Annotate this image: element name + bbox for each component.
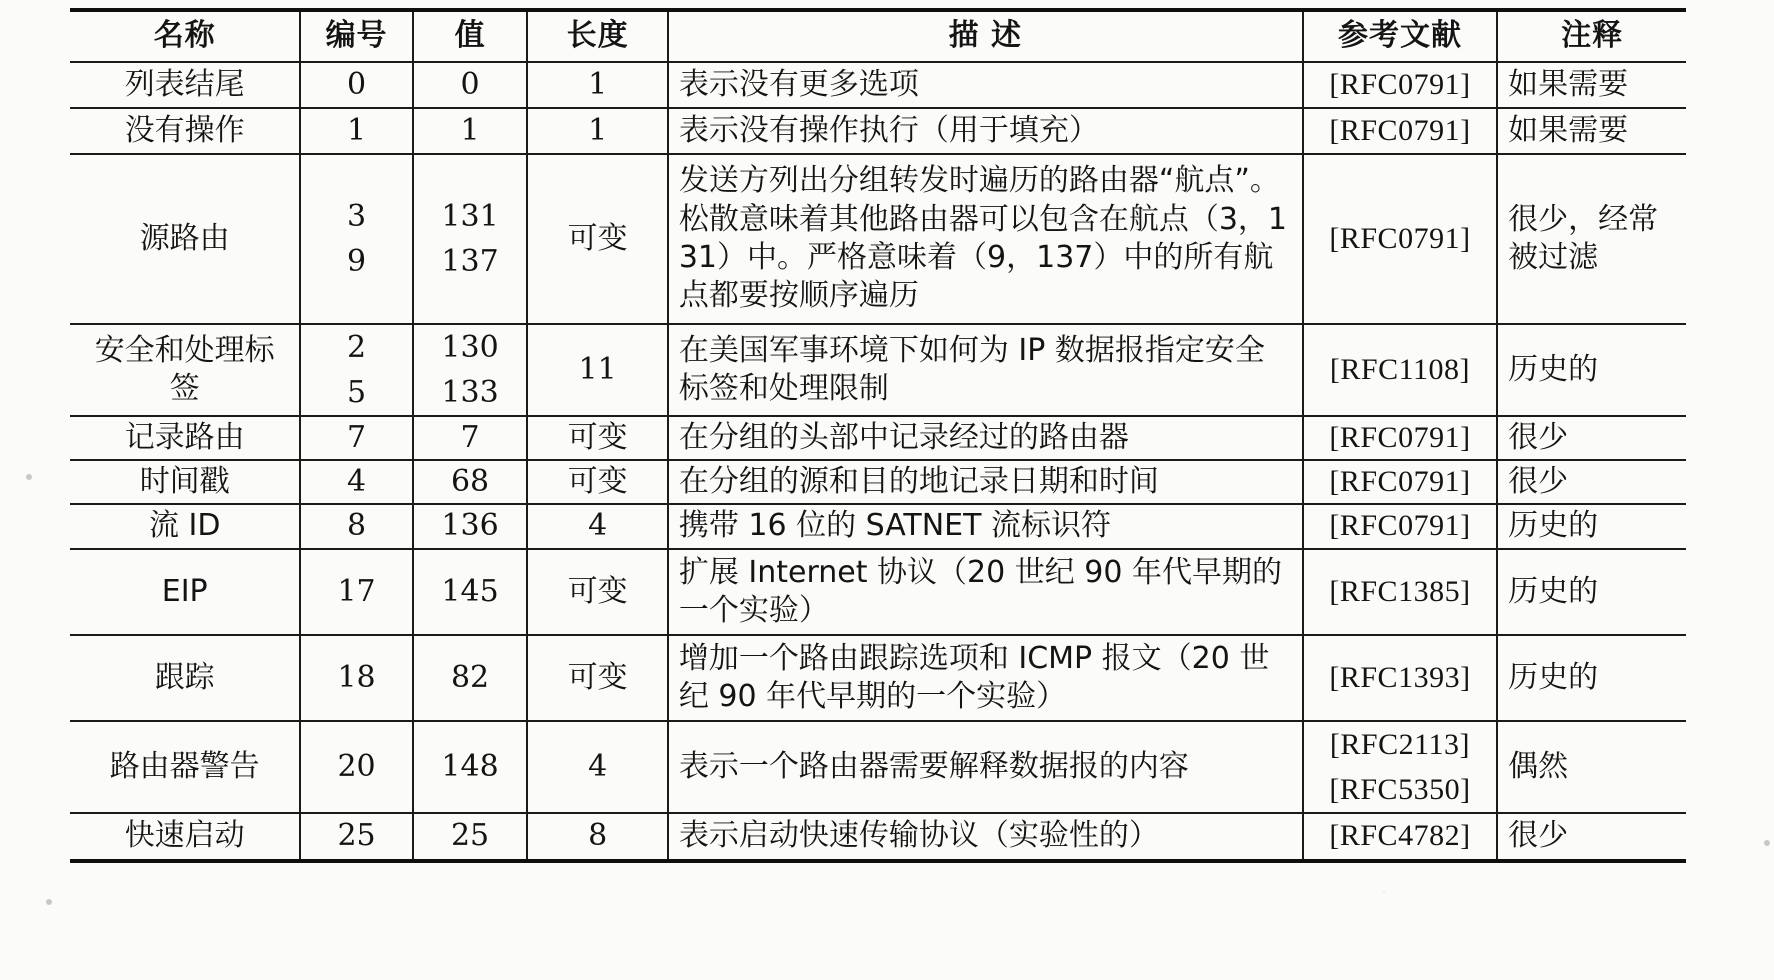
table-row — [70, 324, 1686, 416]
scan-speck — [1764, 840, 1770, 846]
option-name: 源路由 — [70, 154, 300, 324]
option-description: 发送方列出分组转发时遍历的路由器“航点”。松散意味着其他路由器可以包含在航点（3，131）中。严格意味着（9，137）中的所有航点都要按顺序遍历 — [668, 154, 1303, 324]
table-row — [70, 108, 1686, 154]
option-note: 历史的 — [1497, 324, 1686, 416]
option-name: 流 ID — [70, 504, 300, 549]
option-reference: [RFC2113] — [1329, 728, 1470, 761]
option-number: 18 — [300, 635, 412, 721]
option-description: 在美国军事环境下如何为 IP 数据报指定安全标签和处理限制 — [668, 324, 1303, 416]
table-row — [70, 460, 1686, 504]
option-reference: [RFC0791] — [1303, 460, 1497, 504]
option-note: 历史的 — [1497, 549, 1686, 635]
option-reference: [RFC0791] — [1303, 504, 1497, 549]
option-name: 跟踪 — [70, 635, 300, 721]
option-reference: [RFC0791] — [1303, 62, 1497, 108]
option-number: 2 — [347, 330, 367, 365]
option-number: 1 — [300, 108, 412, 154]
option-value: 1 — [413, 108, 528, 154]
table-row — [70, 635, 1686, 721]
option-note: 很少 — [1497, 813, 1686, 861]
option-value-cell — [413, 324, 528, 416]
option-description: 增加一个路由跟踪选项和 ICMP 报文（20 世纪 90 年代早期的一个实验） — [668, 635, 1303, 721]
option-reference: [RFC0791] — [1303, 154, 1497, 324]
option-number-cell — [300, 324, 412, 416]
option-length: 可变 — [527, 549, 667, 635]
option-value-cell — [413, 154, 528, 324]
option-note: 历史的 — [1497, 635, 1686, 721]
option-reference: [RFC0791] — [1303, 416, 1497, 460]
header-reference: 参考文献 — [1303, 10, 1497, 62]
option-length: 可变 — [527, 460, 667, 504]
option-reference: [RFC5350] — [1329, 773, 1471, 806]
option-number: 9 — [347, 244, 367, 279]
option-name: 列表结尾 — [70, 62, 300, 108]
option-name: 时间戳 — [70, 460, 300, 504]
table-row — [70, 154, 1686, 324]
option-description: 携带 16 位的 SATNET 流标识符 — [668, 504, 1303, 549]
option-number: 17 — [300, 549, 412, 635]
option-length: 可变 — [527, 635, 667, 721]
option-description: 在分组的头部中记录经过的路由器 — [668, 416, 1303, 460]
option-reference-cell — [1303, 721, 1497, 813]
option-description: 表示没有更多选项 — [668, 62, 1303, 108]
option-value: 25 — [413, 813, 528, 861]
option-note: 如果需要 — [1497, 62, 1686, 108]
option-length: 1 — [527, 62, 667, 108]
option-value: 133 — [441, 375, 499, 410]
option-reference: [RFC0791] — [1303, 108, 1497, 154]
option-value: 137 — [441, 244, 499, 279]
option-length: 8 — [527, 813, 667, 861]
option-number-cell — [300, 154, 412, 324]
option-description: 表示没有操作执行（用于填充） — [668, 108, 1303, 154]
table-row — [70, 62, 1686, 108]
option-note: 很少 — [1497, 416, 1686, 460]
header-note: 注释 — [1497, 10, 1686, 62]
option-reference: [RFC1385] — [1303, 549, 1497, 635]
option-length: 可变 — [527, 416, 667, 460]
option-number: 25 — [300, 813, 412, 861]
option-note: 很少，经常被过滤 — [1497, 154, 1686, 324]
option-name: 没有操作 — [70, 108, 300, 154]
option-note: 偶然 — [1497, 721, 1686, 813]
scan-speck — [26, 474, 32, 480]
option-value: 145 — [413, 549, 528, 635]
header-length: 长度 — [527, 10, 667, 62]
table-row — [70, 416, 1686, 460]
option-description: 表示一个路由器需要解释数据报的内容 — [668, 721, 1303, 813]
option-description: 扩展 Internet 协议（20 世纪 90 年代早期的一个实验） — [668, 549, 1303, 635]
option-name: 快速启动 — [70, 813, 300, 861]
option-value: 0 — [413, 62, 528, 108]
option-reference: [RFC4782] — [1303, 813, 1497, 861]
option-name: 安全和处理标签 — [70, 324, 300, 416]
option-name: 记录路由 — [70, 416, 300, 460]
scan-speck — [46, 899, 52, 905]
option-description: 表示启动快速传输协议（实验性的） — [668, 813, 1303, 861]
option-value: 148 — [413, 721, 528, 813]
header-name: 名称 — [70, 10, 300, 62]
option-note: 历史的 — [1497, 504, 1686, 549]
option-number: 7 — [300, 416, 412, 460]
option-value: 130 — [441, 330, 499, 365]
option-value: 7 — [413, 416, 528, 460]
option-name: 路由器警告 — [70, 721, 300, 813]
header-number: 编号 — [300, 10, 412, 62]
option-number: 4 — [300, 460, 412, 504]
option-number: 0 — [300, 62, 412, 108]
option-value: 82 — [413, 635, 528, 721]
option-length: 4 — [527, 721, 667, 813]
option-number: 8 — [300, 504, 412, 549]
option-value: 136 — [413, 504, 528, 549]
option-reference: [RFC1108] — [1303, 324, 1497, 416]
option-name: EIP — [70, 549, 300, 635]
header-value: 值 — [413, 10, 528, 62]
option-length: 11 — [527, 324, 667, 416]
option-note: 很少 — [1497, 460, 1686, 504]
table-header-row — [70, 10, 1686, 62]
option-length: 4 — [527, 504, 667, 549]
header-description: 描 述 — [668, 10, 1303, 62]
table-row — [70, 721, 1686, 813]
table-row — [70, 549, 1686, 635]
option-value: 131 — [441, 199, 499, 234]
table-row — [70, 504, 1686, 549]
option-note: 如果需要 — [1497, 108, 1686, 154]
table-row — [70, 813, 1686, 861]
option-description: 在分组的源和目的地记录日期和时间 — [668, 460, 1303, 504]
option-reference: [RFC1393] — [1303, 635, 1497, 721]
option-number: 5 — [347, 375, 367, 410]
option-length: 1 — [527, 108, 667, 154]
option-number: 3 — [347, 199, 367, 234]
option-length: 可变 — [527, 154, 667, 324]
option-number: 20 — [300, 721, 412, 813]
ip-options-table — [70, 8, 1686, 863]
option-value: 68 — [413, 460, 528, 504]
